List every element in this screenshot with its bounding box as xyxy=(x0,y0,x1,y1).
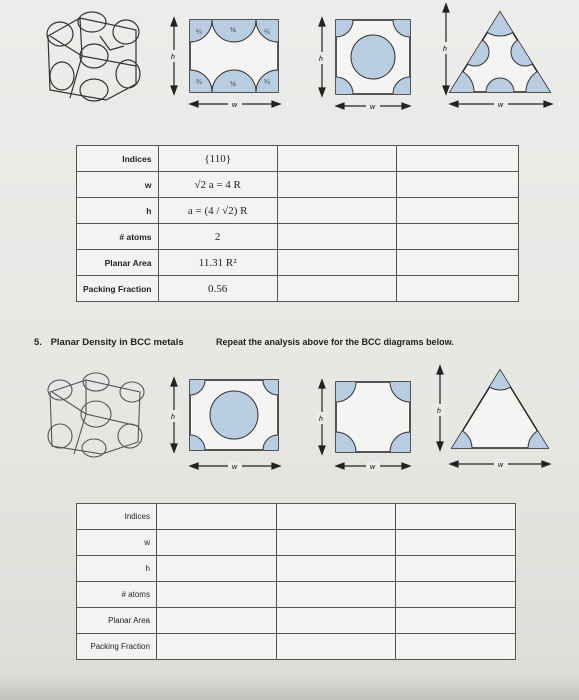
answer-cell[interactable] xyxy=(156,556,276,582)
answer-cell[interactable] xyxy=(277,276,396,302)
row-label-atoms: # atoms xyxy=(77,224,159,250)
table-row xyxy=(77,172,519,198)
bcc-110-plane-diagram xyxy=(160,370,290,480)
answer-cell[interactable] xyxy=(277,224,396,250)
table-row xyxy=(77,608,516,634)
answer-cell[interactable] xyxy=(276,634,396,660)
table-row xyxy=(77,556,516,582)
answer-cell[interactable] xyxy=(396,276,518,302)
frac-label: ¼ xyxy=(264,29,270,36)
table-row xyxy=(77,634,516,660)
answer-cell[interactable] xyxy=(276,582,396,608)
answer-cell[interactable] xyxy=(396,556,516,582)
question-title: Planar Density in BCC metals xyxy=(50,337,184,348)
question-number: 5. xyxy=(34,337,42,348)
answer-cell[interactable] xyxy=(276,556,396,582)
fcc-analysis-table xyxy=(76,145,519,302)
width-label: w xyxy=(498,462,504,469)
answer-cell[interactable] xyxy=(156,582,276,608)
height-label: h xyxy=(171,414,175,421)
answer-cell[interactable] xyxy=(276,530,396,556)
answer-cell[interactable] xyxy=(156,634,276,660)
row-label-h: h xyxy=(77,556,157,582)
packing-fraction-value[interactable]: 0.56 xyxy=(158,276,277,302)
answer-cell[interactable] xyxy=(396,608,516,634)
row-label-planar-area: Planar Area xyxy=(77,250,159,276)
row-label-indices: Indices xyxy=(77,504,157,530)
height-label: h xyxy=(319,416,323,423)
indices-value[interactable]: {110} xyxy=(158,146,277,172)
height-label: h xyxy=(437,408,441,415)
row-label-planar-area: Planar Area xyxy=(77,608,157,634)
answer-cell[interactable] xyxy=(276,608,396,634)
table-row xyxy=(77,276,519,302)
bcc-111-plane-diagram xyxy=(420,362,560,480)
row-label-packing-fraction: Packing Fraction xyxy=(77,276,159,302)
fcc-111-plane-diagram xyxy=(420,0,560,118)
row-label-h: h xyxy=(77,198,159,224)
height-label: h xyxy=(319,56,323,63)
table-row xyxy=(77,198,519,224)
frac-label: ¼ xyxy=(196,79,202,86)
answer-cell[interactable] xyxy=(396,504,516,530)
h-value[interactable]: a = (4 / √2) R xyxy=(158,198,277,224)
question-5-heading xyxy=(34,337,190,348)
table-row xyxy=(77,250,519,276)
row-label-w: w xyxy=(77,530,157,556)
answer-cell[interactable] xyxy=(396,172,518,198)
frac-label: ¼ xyxy=(264,79,270,86)
question-5-instruction: Repeat the analysis above for the BCC diagrams below. xyxy=(216,337,454,347)
bcc-analysis-table xyxy=(76,503,516,660)
answer-cell[interactable] xyxy=(156,608,276,634)
answer-cell[interactable] xyxy=(396,224,518,250)
width-label: w xyxy=(232,464,238,471)
table-row xyxy=(77,504,516,530)
row-label-w: w xyxy=(77,172,159,198)
frac-label: ¼ xyxy=(196,29,202,36)
answer-cell[interactable] xyxy=(396,250,518,276)
row-label-atoms: # atoms xyxy=(77,582,157,608)
answer-cell[interactable] xyxy=(277,250,396,276)
frac-label: ½ xyxy=(230,81,236,88)
table-row xyxy=(77,582,516,608)
width-label: w xyxy=(498,102,504,109)
frac-label: ½ xyxy=(230,27,236,34)
table-row xyxy=(77,530,516,556)
answer-cell[interactable] xyxy=(277,198,396,224)
answer-cell[interactable] xyxy=(276,504,396,530)
planar-area-value[interactable]: 11.31 R² xyxy=(158,250,277,276)
width-label: w xyxy=(370,104,376,111)
answer-cell[interactable] xyxy=(396,634,516,660)
fcc-110-plane-diagram xyxy=(160,0,290,118)
answer-cell[interactable] xyxy=(277,172,396,198)
width-label: w xyxy=(232,102,238,109)
answer-cell[interactable] xyxy=(156,530,276,556)
bcc-100-plane-diagram xyxy=(310,370,420,480)
answer-cell[interactable] xyxy=(277,146,396,172)
table-row xyxy=(77,146,519,172)
answer-cell[interactable] xyxy=(396,582,516,608)
bcc-unit-cell-sketch xyxy=(40,370,150,460)
height-label: h xyxy=(171,54,175,61)
answer-cell[interactable] xyxy=(156,504,276,530)
fcc-unit-cell-sketch xyxy=(40,6,150,106)
answer-cell[interactable] xyxy=(396,146,518,172)
row-label-packing-fraction: Packing Fraction xyxy=(77,634,157,660)
row-label-indices: Indices xyxy=(77,146,159,172)
answer-cell[interactable] xyxy=(396,198,518,224)
width-label: w xyxy=(370,464,376,471)
photo-shadow xyxy=(0,675,579,700)
height-label: h xyxy=(443,46,447,53)
table-row xyxy=(77,224,519,250)
answer-cell[interactable] xyxy=(396,530,516,556)
atoms-value[interactable]: 2 xyxy=(158,224,277,250)
w-value[interactable]: √2 a = 4 R xyxy=(158,172,277,198)
fcc-100-plane-diagram xyxy=(310,0,420,118)
